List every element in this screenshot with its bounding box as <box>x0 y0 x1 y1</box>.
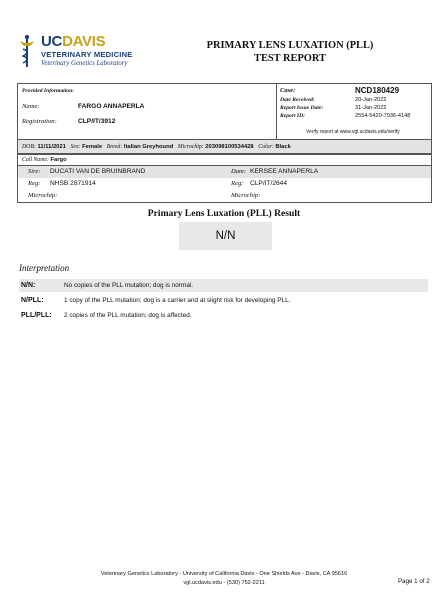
verify-link[interactable]: Verify report at www.vgl.ucdavis.edu/verify <box>306 129 400 135</box>
callname-value: Fargo <box>50 157 67 163</box>
report-title <box>170 39 410 65</box>
logo-uc: UC <box>41 33 63 50</box>
case-number: NCD180429 <box>355 86 400 95</box>
caduceus-icon <box>17 35 37 67</box>
received-date: 20-Jan-2022 <box>355 97 387 103</box>
reportid-label: Report ID: <box>280 113 306 119</box>
dam-reg: CLP/IT/2644 <box>250 180 288 187</box>
registration-value: CLP/IT/3912 <box>78 118 116 125</box>
sire-reg: NHSB 2871914 <box>50 180 96 187</box>
received-label: Date Received: <box>280 97 315 103</box>
sire-name: DUCATI VAN DE BRUINBRAND <box>50 168 146 175</box>
footer-contact: vgl.ucdavis.edu - (530) 752-2211 <box>183 580 265 586</box>
report-id: 2554-5420-7936-4148 <box>355 113 411 119</box>
logo-lab: Veterinary Genetics Laboratory <box>41 60 128 67</box>
name-label: Name: <box>22 103 40 110</box>
interp-text: 2 copies of the PLL mutation; dog is affected. <box>64 312 192 319</box>
result-heading: Primary Lens Luxation (PLL) Result <box>147 208 301 219</box>
info-box <box>17 83 432 141</box>
interp-text: No copies of the PLL mutation; dog is normal. <box>64 282 194 289</box>
list-item <box>19 309 428 322</box>
callname-label: Call Name: <box>22 157 49 163</box>
breed-label: Breed: <box>106 144 123 150</box>
result-value: N/N <box>179 222 272 250</box>
interp-code: N/PLL: <box>21 297 44 304</box>
title-line1: PRIMARY LENS LUXATION (PLL) <box>206 40 374 51</box>
sex-value: Female <box>82 144 103 150</box>
list-item <box>19 294 428 307</box>
case-label: Case: <box>280 87 296 94</box>
list-item <box>19 279 428 292</box>
dam-name: KERSEE ANNAPERLA <box>250 168 319 175</box>
issue-label: Report Issue Date: <box>280 105 324 111</box>
microchip-value: 203098100534428 <box>205 144 254 150</box>
interp-text: 1 copy of the PLL mutation; dog is a carrier and at slight risk for developing PLL. <box>64 297 291 304</box>
dam-microchip-label: Microchip: <box>231 192 261 199</box>
sex-label: Sex: <box>70 144 81 150</box>
microchip-label: Microchip: <box>177 144 204 150</box>
page-number: Page 1 of 2 <box>398 578 430 585</box>
provided-heading: Provided Information: <box>22 88 75 94</box>
interpretation-heading: Interpretation <box>19 263 70 273</box>
dam-reg-label: Reg: <box>231 180 244 187</box>
sire-label: Sire: <box>28 168 41 175</box>
divider <box>276 84 277 140</box>
dam-label: Dam: <box>231 168 247 175</box>
interp-code: PLL/PLL: <box>21 312 52 319</box>
color-value: Black <box>275 144 291 150</box>
sire-microchip-label: Microchip: <box>28 192 58 199</box>
color-label: Color: <box>258 144 274 150</box>
dob-label: DOB: <box>22 144 36 150</box>
parents-box <box>17 165 432 203</box>
ucdavis-logo <box>17 33 157 71</box>
logo-davis: DAVIS <box>62 33 106 50</box>
issue-date: 31-Jan-2022 <box>355 105 387 111</box>
dog-name: FARGO ANNAPERLA <box>78 103 145 110</box>
dob-value: 11/11/2021 <box>37 144 66 150</box>
registration-label: Registration: <box>22 118 57 125</box>
breed-value: Italian Greyhound <box>123 144 174 150</box>
footer-address: Veterinary Genetics Laboratory - University of California Davis - One Shields Ave - Davis, CA 95616 <box>100 571 348 577</box>
logo-vetmed: VETERINARY MEDICINE <box>41 50 133 59</box>
interp-code: N/N: <box>21 282 36 289</box>
sire-reg-label: Reg: <box>28 180 41 187</box>
title-line2: TEST REPORT <box>254 53 326 64</box>
